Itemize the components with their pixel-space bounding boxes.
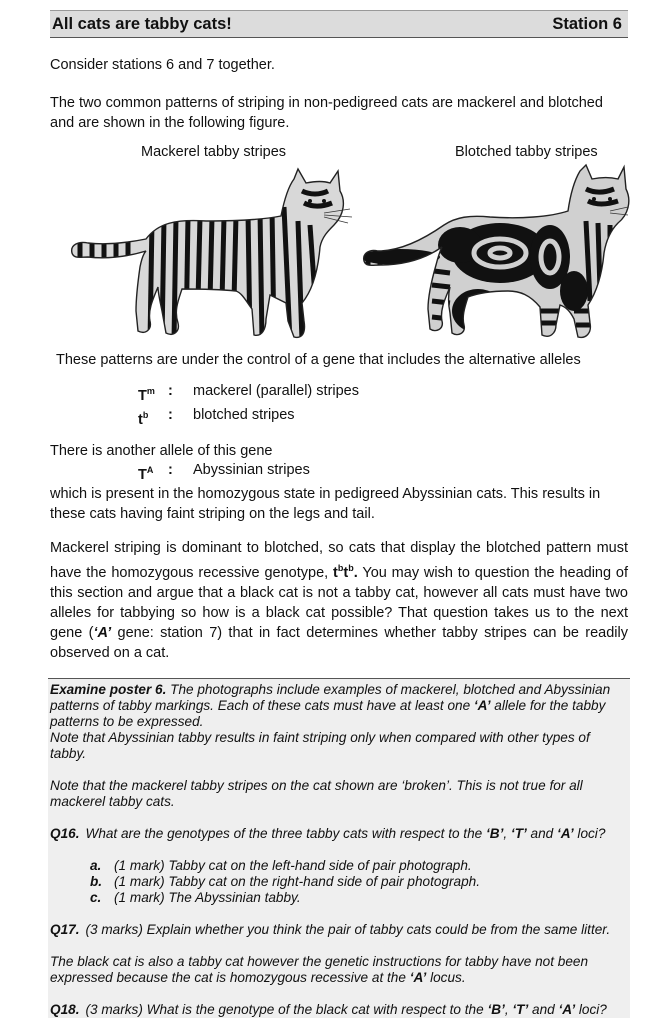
question-part: b. (1 mark) Tabby cat on the right-hand side of pair photograph.: [90, 874, 480, 890]
another-allele-paragraph: There is another allele of this gene: [50, 442, 273, 459]
abyssinian-paragraph: which is present in the homozygous state in pedigreed Abyssinian cats. This results in these cats having faint striping on the legs and tail.: [50, 486, 601, 522]
allele-description: blotched stripes: [193, 407, 295, 424]
intro-paragraph: Consider stations 6 and 7 together.: [50, 57, 275, 73]
mackerel-tabby-cat-illustration: [66, 161, 356, 346]
black-cat-note: The black cat is also a tabby cat however the genetic instructions for tabby have not been expressed because the cat is homozygous recessive at the ‘A’ locus.: [50, 954, 589, 986]
station-label: Station 6: [552, 14, 622, 33]
question-17: Q17. (3 marks) Explain whether you think the pair of tabby cats could be from the same litter.: [50, 922, 611, 938]
question-18: Q18. (3 marks) What is the genotype of the black cat with respect to the ‘B’, ‘T’ and ‘A’ loci?: [50, 1002, 607, 1018]
mackerel-caption: Mackerel tabby stripes: [141, 144, 287, 160]
dominance-paragraph: Mackerel striping is dominant to blotched, so cats that display the blotched pattern must have the homozygous recessive genotype, $t^bt^b$. You may wish to question the heading of this section and argue that a black cat is not a tabby cat, however all cats must have two alleles for tabbying so how is a black cat possible? That question takes us to the next gene (‘A’ gene: station 7) that in fact determines whether tabby stripes can be readily observed on a cat.: [50, 540, 629, 662]
allele-symbol: $T^A$: [138, 465, 154, 483]
poster-questions-box: [48, 678, 630, 1018]
question-part: c. (1 mark) The Abyssinian tabby.: [90, 890, 301, 906]
question-part: a. (1 mark) Tabby cat on the left-hand side of pair photograph.: [90, 858, 472, 874]
blotched-tabby-cat-illustration: [360, 161, 630, 346]
station-header: [50, 10, 628, 38]
section-title: All cats are tabby cats!: [52, 14, 232, 33]
allele-symbol: $T^m$: [138, 386, 155, 404]
gene-paragraph: These patterns are under the control of a gene that includes the alternative alleles: [56, 352, 581, 368]
blotched-caption: Blotched tabby stripes: [455, 144, 598, 160]
tabby-figure: [0, 141, 658, 346]
mackerel-note: Note that the mackerel tabby stripes on the cat shown are ‘broken’. This is not true for all mackerel tabby cats.: [50, 778, 583, 810]
allele-row: $t^b$ : blotched stripes: [138, 406, 628, 430]
poster-intro: Examine poster 6. The photographs include examples of mackerel, blotched and Abyssinian patterns of tabby markings. Each of these cats must have at least one ‘A’ allele for the tabby patterns to be expressed.: [50, 682, 611, 730]
allele-list: [50, 382, 628, 431]
genotype-tbtb: $t^bt^b$.: [333, 563, 358, 582]
allele-row: $T^m$ : mackerel (parallel) stripes: [138, 382, 628, 406]
allele-description: Abyssinian stripes: [193, 462, 310, 479]
worksheet-page: [0, 10, 658, 1024]
allele-description: mackerel (parallel) stripes: [193, 383, 359, 399]
abyssinian-note: Note that Abyssinian tabby results in faint striping only when compared with other types of tabby.: [50, 730, 590, 762]
patterns-paragraph: The two common patterns of striping in non-pedigreed cats are mackerel and blotched and are shown in the following figure.: [50, 95, 603, 131]
abyssinian-allele-row: $T^A$ : Abyssinian stripes: [138, 461, 628, 485]
allele-symbol: $t^b$: [138, 410, 149, 429]
question-16: Q16. What are the genotypes of the three tabby cats with respect to the ‘B’, ‘T’ and ‘A’ loci?: [50, 826, 606, 842]
question-16-parts: [50, 858, 628, 906]
